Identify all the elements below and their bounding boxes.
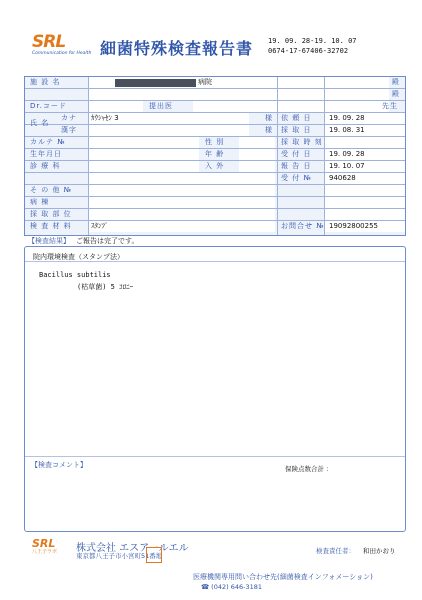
organism-detail: (枯草菌) 5 ｺﾛﾆｰ [77, 283, 134, 291]
accept-number: 940628 [329, 174, 356, 182]
department-field-label: 診 療 科 [30, 162, 61, 170]
company-seal [146, 547, 162, 563]
material-value: ｽﾀﾝﾌﾟ [91, 222, 109, 230]
inquiry-number-label: お問合せ № [281, 222, 325, 230]
sex-label: 性 別 [205, 138, 225, 146]
collection-date: 19. 08. 31 [329, 126, 365, 134]
other-number-label: そ の 他 № [30, 186, 72, 194]
result-header [28, 236, 138, 246]
name-label: 氏 名 [30, 119, 50, 127]
organism-name: Bacillus subtilis [39, 271, 111, 279]
row-ward [25, 197, 405, 209]
responsible-person-name: 和田かおり [363, 547, 396, 555]
divider [25, 261, 405, 262]
responsible-person-label: 検査責任者： [316, 547, 355, 555]
phone-number: ☎ (042) 646-3181 [201, 583, 263, 591]
company-name: 株式会社 エスアールエル [76, 543, 189, 554]
row-facility-2 [25, 89, 405, 101]
ward-label: 病 棟 [30, 198, 50, 206]
row-dob [25, 149, 405, 161]
date-range: 19. 09. 28-19. 10. 07 [268, 37, 357, 45]
report-date: 19. 10. 07 [329, 162, 365, 170]
footer-logo-mark: SRL [32, 537, 56, 550]
row-kana [25, 113, 405, 125]
row-site [25, 209, 405, 221]
doctor-code-label: Dr.コード [30, 102, 67, 110]
received-date-label: 受 付 日 [281, 150, 312, 158]
sama-mark: 様 [265, 114, 273, 122]
redacted-facility-name [115, 79, 196, 87]
divider [25, 456, 405, 457]
row-material [25, 221, 405, 232]
collection-time-label: 採 取 時 刻 [281, 138, 323, 146]
row-doctor [25, 101, 405, 113]
row-chart [25, 137, 405, 149]
received-date: 19. 09. 28 [329, 150, 365, 158]
request-date-label: 依 頼 日 [281, 114, 312, 122]
result-status-note: ご報告は完了です。 [76, 237, 139, 245]
request-date: 19. 09. 28 [329, 114, 365, 122]
footer-logo [32, 538, 72, 560]
company-address: 東京都八王子市小宮町51番地 [76, 552, 163, 560]
comment-label: 【検査コメント】 [31, 461, 87, 469]
result-box [24, 246, 406, 532]
row-department [25, 161, 405, 173]
sama-mark: 様 [265, 126, 273, 134]
footer-logo-sub: 八王子ラボ [32, 549, 58, 555]
logo-tagline: Communication for Health [32, 51, 92, 56]
accept-number-label: 受 付 № [281, 174, 312, 182]
facility-label: 施 設 名 [30, 78, 61, 86]
row-facility [25, 77, 405, 89]
responsible-person [316, 546, 396, 555]
honorific: 殿 [392, 78, 400, 86]
row-accept [25, 173, 405, 185]
report-header-info [268, 36, 357, 56]
row-kanji [25, 125, 405, 137]
facility-suffix: 病院 [198, 78, 212, 86]
report-title: 細菌特殊検査報告書 [100, 39, 254, 58]
srl-logo [32, 34, 92, 56]
age-label: 年 齢 [205, 150, 225, 158]
patient-info-table [24, 76, 406, 236]
collection-site-label: 採 取 部 位 [30, 210, 72, 218]
patient-kana: ｶｳｼｬｾﾝ 3 [91, 114, 119, 122]
inpatient-label: 入 外 [205, 162, 225, 170]
chart-number-label: カルテ № [30, 138, 66, 146]
dob-label: 生年月日 [30, 150, 62, 158]
kanji-label: 漢字 [61, 126, 77, 134]
row-other [25, 185, 405, 197]
honorific: 殿 [392, 90, 400, 98]
collection-date-label: 採 取 日 [281, 126, 312, 134]
material-label: 検 査 材 料 [30, 222, 72, 230]
report-date-label: 報 告 日 [281, 162, 312, 170]
logo-mark: SRL [32, 32, 66, 52]
department-label: 提出医 [149, 102, 173, 110]
kana-label: カナ [61, 114, 77, 122]
insurance-points-label: 保険点数合計 ： [285, 465, 333, 473]
inquiry-number: 19092800255 [329, 222, 378, 230]
report-code: 0674-17-67406-32702 [268, 47, 349, 55]
doctor-honorific: 先生 [382, 102, 398, 110]
inquiry-contact: 医療機関専用問い合わせ先(細菌検査インフォメーション) [193, 573, 373, 581]
test-name: 院内環境検査（スタンプ法） [33, 253, 124, 261]
result-header-label: 【検査結果】 [28, 237, 70, 245]
